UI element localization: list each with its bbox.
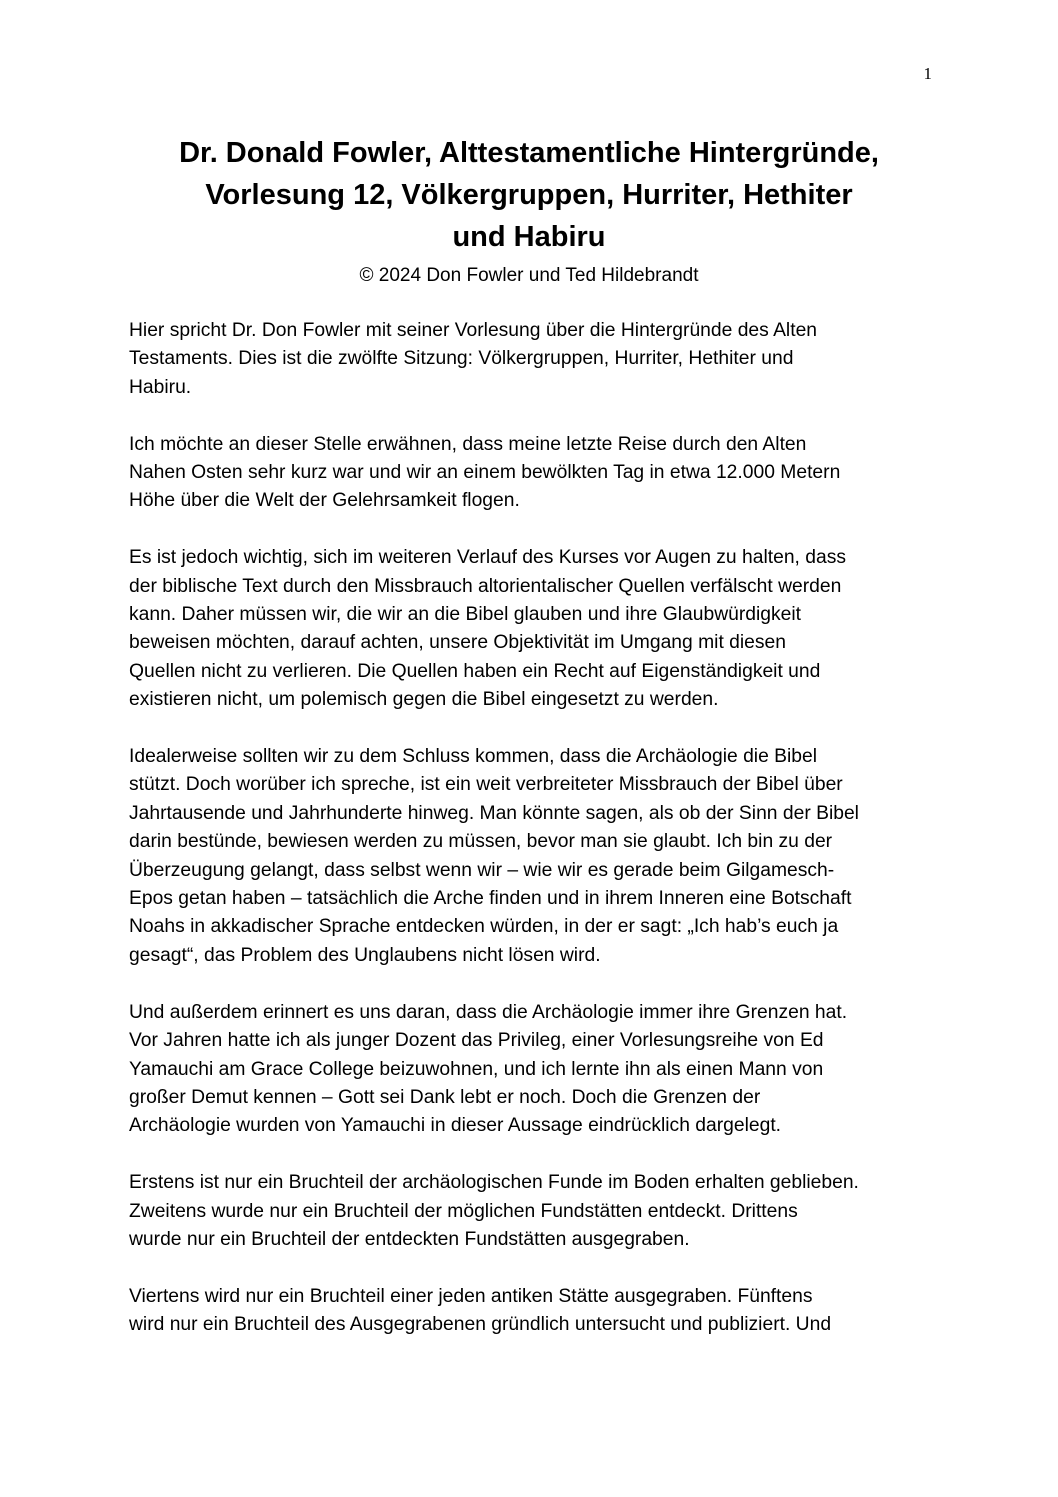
paragraph bbox=[129, 1169, 937, 1254]
text-line: Nahen Osten sehr kurz war und wir an einem bewölkten Tag in etwa 12.000 Metern bbox=[129, 462, 841, 484]
text-line: existieren nicht, um polemisch gegen die Bibel eingesetzt zu werden. bbox=[129, 689, 719, 711]
title-block bbox=[100, 132, 958, 290]
text-line: Testaments. Dies ist die zwölfte Sitzung: Völkergruppen, Hurriter, Hethiter und bbox=[129, 348, 794, 370]
document-body bbox=[129, 317, 937, 1368]
page-number: 1 bbox=[923, 64, 932, 83]
title-line: und Habiru bbox=[452, 221, 606, 253]
text-line: Archäologie wurden von Yamauchi in dieser Aussage eindrücklich dargelegt. bbox=[129, 1115, 782, 1137]
paragraph bbox=[129, 743, 937, 970]
copyright-notice: © 2024 Don Fowler und Ted Hildebrandt bbox=[359, 265, 699, 286]
text-line: Habiru. bbox=[129, 376, 192, 398]
text-line: Yamauchi am Grace College beizuwohnen, und ich lernte ihn als einen Mann von bbox=[129, 1058, 824, 1080]
text-line: Jahrtausende und Jahrhunderte hinweg. Man könnte sagen, als ob der Sinn der Bibel bbox=[129, 802, 859, 824]
text-line: Epos getan haben – tatsächlich die Arche finden und in ihrem Inneren eine Botschaft bbox=[129, 888, 852, 910]
text-line: Idealerweise sollten wir zu dem Schluss kommen, dass die Archäologie die Bibel bbox=[129, 746, 818, 768]
text-line: Überzeugung gelangt, dass selbst wenn wir – wie wir es gerade beim Gilgamesch- bbox=[129, 859, 835, 881]
text-line: stützt. Doch worüber ich spreche, ist ein weit verbreiteter Missbrauch der Bibel über bbox=[129, 774, 843, 796]
title-line: Vorlesung 12, Völkergruppen, Hurriter, Hethiter bbox=[205, 179, 853, 211]
text-line: der biblische Text durch den Missbrauch altorientalischer Quellen verfälscht werden bbox=[129, 575, 842, 597]
paragraph bbox=[129, 999, 937, 1141]
text-line: Hier spricht Dr. Don Fowler mit seiner Vorlesung über die Hintergründe des Alten bbox=[129, 320, 818, 341]
title-line: Dr. Donald Fowler, Alttestamentliche Hintergründe, bbox=[179, 137, 879, 169]
text-line: wird nur ein Bruchteil des Ausgegrabenen gründlich untersucht und publiziert. Und bbox=[129, 1314, 832, 1336]
paragraph bbox=[129, 431, 937, 516]
text-line: gesagt“, das Problem des Unglaubens nicht lösen wird. bbox=[129, 944, 601, 966]
paragraph bbox=[129, 317, 937, 402]
text-line: wurde nur ein Bruchteil der entdeckten Fundstätten ausgegraben. bbox=[129, 1228, 690, 1250]
text-line: Noahs in akkadischer Sprache entdecken würden, in der er sagt: „Ich hab’s euch ja bbox=[129, 916, 839, 938]
text-line: Ich möchte an dieser Stelle erwähnen, dass meine letzte Reise durch den Alten bbox=[129, 433, 807, 455]
text-line: beweisen möchten, darauf achten, unsere Objektivität im Umgang mit diesen bbox=[129, 632, 786, 654]
paragraph bbox=[129, 1283, 937, 1340]
text-line: Vor Jahren hatte ich als junger Dozent das Privileg, einer Vorlesungsreihe von Ed bbox=[129, 1030, 824, 1052]
text-line: Erstens ist nur ein Bruchteil der archäologischen Funde im Boden erhalten geblieben. bbox=[129, 1172, 859, 1194]
text-line: Zweitens wurde nur ein Bruchteil der möglichen Fundstätten entdeckt. Drittens bbox=[129, 1200, 798, 1222]
text-line: Quellen nicht zu verlieren. Die Quellen haben ein Recht auf Eigenständigkeit und bbox=[129, 660, 821, 682]
text-line: großer Demut kennen – Gott sei Dank lebt er noch. Doch die Grenzen der bbox=[129, 1086, 761, 1108]
text-line: Viertens wird nur ein Bruchteil einer jeden antiken Stätte ausgegraben. Fünftens bbox=[129, 1285, 813, 1307]
text-line: Höhe über die Welt der Gelehrsamkeit flogen. bbox=[129, 490, 520, 512]
document-title bbox=[100, 132, 958, 258]
paragraph bbox=[129, 544, 937, 714]
text-line: kann. Daher müssen wir, die wir an die Bibel glauben und ihre Glaubwürdigkeit bbox=[129, 604, 802, 626]
text-line: Es ist jedoch wichtig, sich im weiteren Verlauf des Kurses vor Augen zu halten, dass bbox=[129, 547, 846, 569]
text-line: Und außerdem erinnert es uns daran, dass die Archäologie immer ihre Grenzen hat. bbox=[129, 1001, 848, 1023]
text-line: darin bestünde, bewiesen werden zu müssen, bevor man sie glaubt. Ich bin zu der bbox=[129, 831, 833, 853]
